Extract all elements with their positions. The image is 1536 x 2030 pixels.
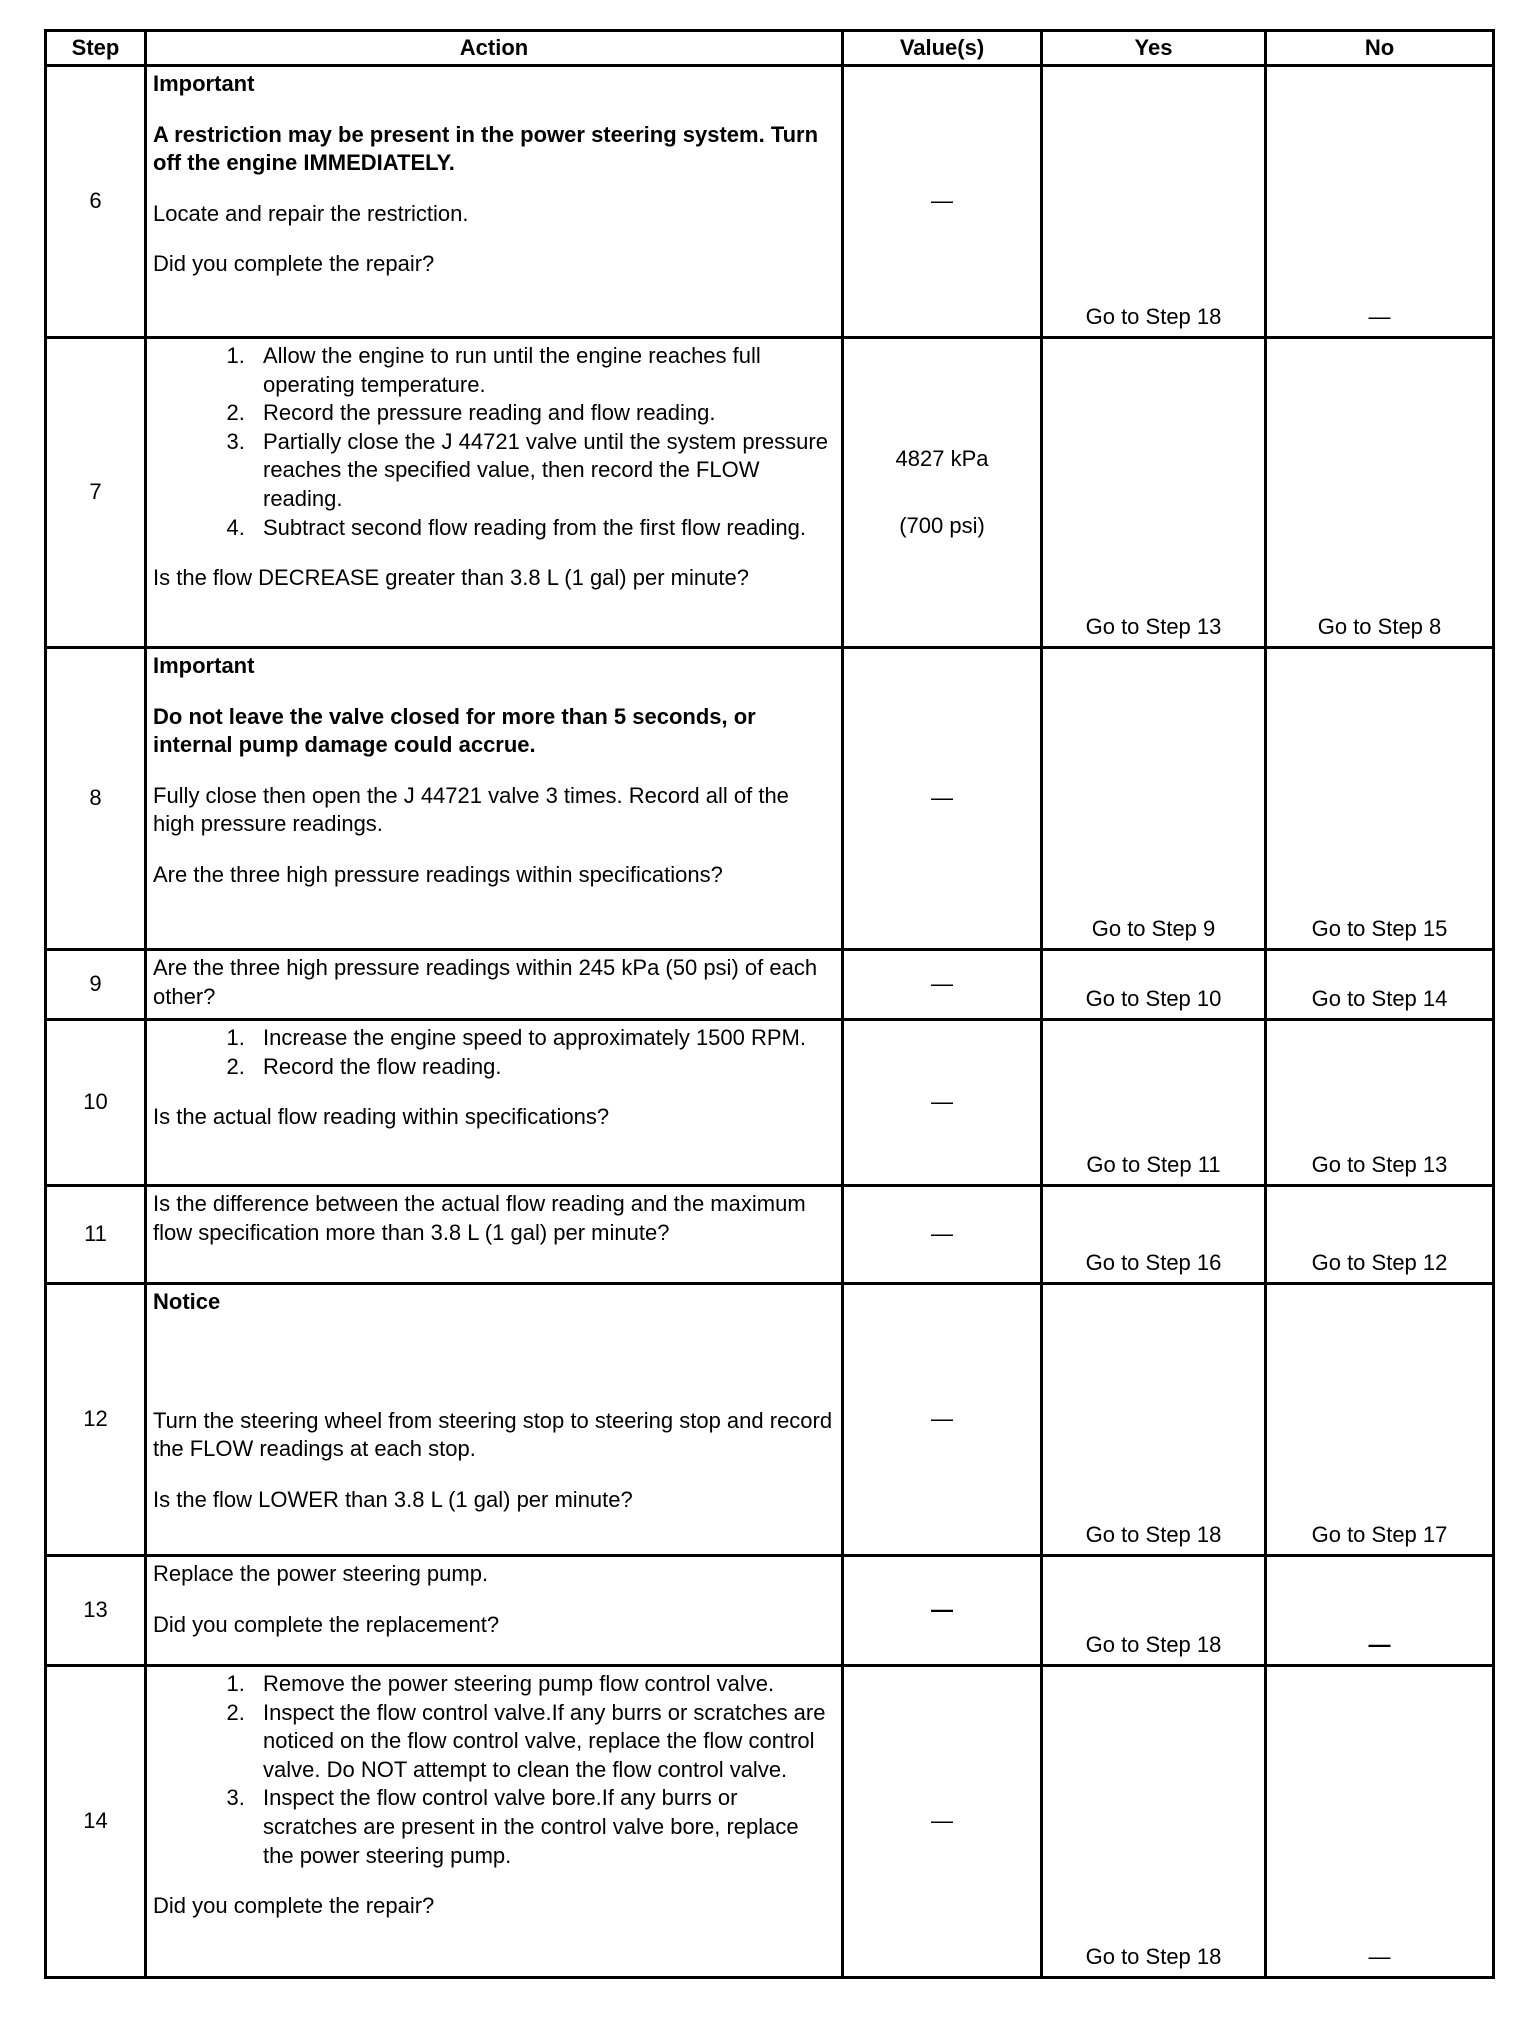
action-text: Fully close then open the J 44721 valve 3 times. Record all of the high pressure readings. [153,782,789,837]
list-item: 3. Partially close the J 44721 valve until the system pressure reaches the specified value, then record the FLOW reading. [251,428,835,514]
value-cell: — [843,648,1042,950]
procedure-list [153,342,835,542]
yes-cell: Go to Step 18 [1042,1666,1266,1978]
question-text: Did you complete the replacement? [153,1611,500,1637]
yes-cell: Go to Step 18 [1042,1556,1266,1666]
question-text: Is the difference between the actual flow reading and the maximum flow specification more than 3.8 L (1 gal) per minute? [153,1191,806,1245]
action-cell [146,1020,843,1186]
question-text: Are the three high pressure readings within 245 kPa (50 psi) of each other? [153,955,818,1009]
header-no: No [1266,31,1494,66]
action-cell [146,648,843,950]
step-number: 11 [46,1186,146,1284]
action-cell [146,1284,843,1556]
action-text: Replace the power steering pump. [153,1561,489,1586]
no-cell: Go to Step 8 [1266,338,1494,648]
no-cell: — [1266,1666,1494,1978]
step-number: 14 [46,1666,146,1978]
procedure-list [153,1670,835,1870]
value-psi: (700 psi) [899,512,985,538]
value-cell [843,338,1042,648]
value-cell: — [843,1020,1042,1186]
action-cell [146,66,843,338]
yes-cell: Go to Step 11 [1042,1020,1266,1186]
action-text: Turn the steering wheel from steering stop to steering stop and record the FLOW readings at each stop. [153,1407,833,1462]
step-number: 6 [46,66,146,338]
step-number: 8 [46,648,146,950]
header-row [46,31,1494,66]
no-cell: Go to Step 15 [1266,648,1494,950]
list-item: 1. Increase the engine speed to approximately 1500 RPM. [251,1024,835,1053]
value-cell: — [843,1284,1042,1556]
list-item: 3. Inspect the flow control valve bore.If any burrs or scratches are present in the control valve bore, replace the power steering pump. [251,1784,835,1870]
table-row [46,338,1494,648]
no-cell: Go to Step 13 [1266,1020,1494,1186]
list-item: 2. Record the flow reading. [251,1053,835,1082]
list-item: 1. Allow the engine to run until the engine reaches full operating temperature. [251,342,835,399]
procedure-list [153,1024,835,1081]
yes-cell: Go to Step 18 [1042,66,1266,338]
table-row [46,1666,1494,1978]
warning-text: A restriction may be present in the power steering system. Turn off the engine IMMEDIATELY. [153,121,819,176]
action-cell [146,1666,843,1978]
value-cell: — [843,1556,1042,1666]
list-item: 4. Subtract second flow reading from the first flow reading. [251,514,835,543]
action-cell [146,1186,843,1284]
yes-cell: Go to Step 18 [1042,1284,1266,1556]
action-cell [146,338,843,648]
step-number: 13 [46,1556,146,1666]
table-row [46,1020,1494,1186]
important-heading: Important [153,71,255,96]
list-item: 2. Inspect the flow control valve.If any burrs or scratches are noticed on the flow control valve, replace the flow control valve. Do NOT attempt to clean the flow control valve. [251,1699,835,1785]
value-cell: — [843,66,1042,338]
table-row [46,1284,1494,1556]
no-cell: Go to Step 14 [1266,950,1494,1020]
value-kpa: 4827 kPa [895,445,989,471]
header-step: Step [46,31,146,66]
header-values: Value(s) [843,31,1042,66]
question-text: Did you complete the repair? [153,1893,435,1919]
value-cell: — [843,950,1042,1020]
step-number: 12 [46,1284,146,1556]
table-row [46,1186,1494,1284]
value-cell: — [843,1666,1042,1978]
step-number: 10 [46,1020,146,1186]
question-text: Did you complete the repair? [153,251,435,277]
action-text: Locate and repair the restriction. [153,200,469,226]
question-text: Is the flow LOWER than 3.8 L (1 gal) per minute? [153,1486,633,1512]
step-number: 7 [46,338,146,648]
notice-heading: Notice [153,1289,221,1314]
warning-text: Do not leave the valve closed for more than 5 seconds, or internal pump damage could accrue. [153,703,756,758]
yes-cell: Go to Step 13 [1042,338,1266,648]
action-cell [146,1556,843,1666]
table-row [46,1556,1494,1666]
diagnostic-table [44,29,1495,1979]
question-text: Are the three high pressure readings within specifications? [153,861,723,887]
header-yes: Yes [1042,31,1266,66]
yes-cell: Go to Step 16 [1042,1186,1266,1284]
no-cell: Go to Step 17 [1266,1284,1494,1556]
header-action: Action [146,31,843,66]
yes-cell: Go to Step 9 [1042,648,1266,950]
table-row [46,950,1494,1020]
question-text: Is the flow DECREASE greater than 3.8 L (1 gal) per minute? [153,565,749,591]
no-cell: — [1266,66,1494,338]
action-cell [146,950,843,1020]
table-row [46,648,1494,950]
list-item: 2. Record the pressure reading and flow reading. [251,399,835,428]
important-heading: Important [153,653,255,678]
question-text: Is the actual flow reading within specifications? [153,1104,610,1130]
table-row [46,66,1494,338]
value-cell: — [843,1186,1042,1284]
no-cell: Go to Step 12 [1266,1186,1494,1284]
yes-cell: Go to Step 10 [1042,950,1266,1020]
step-number: 9 [46,950,146,1020]
list-item: 1. Remove the power steering pump flow control valve. [251,1670,835,1699]
no-cell: — [1266,1556,1494,1666]
